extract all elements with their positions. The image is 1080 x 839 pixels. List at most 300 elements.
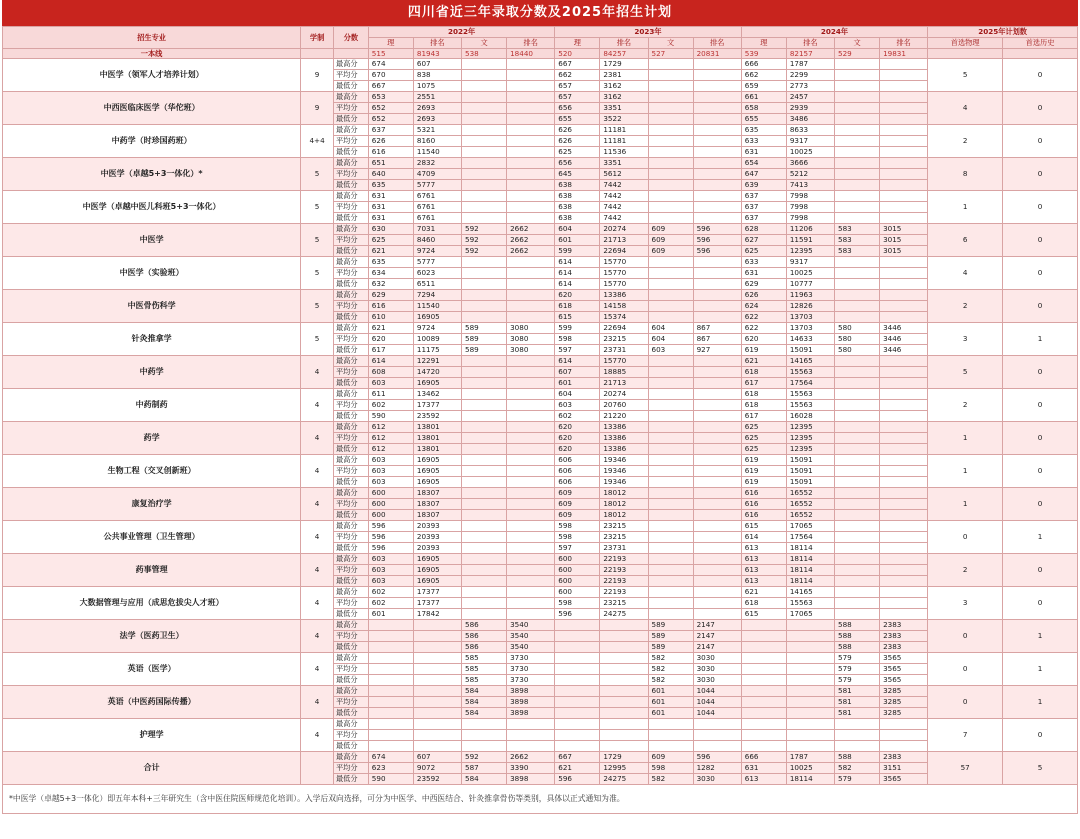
score-cell: 24275 [600, 774, 648, 785]
score-cell [648, 59, 693, 70]
score-cell: 13703 [786, 323, 834, 334]
score-cell [693, 499, 741, 510]
score-cell: 615 [741, 521, 786, 532]
score-cell [507, 191, 555, 202]
score-cell [880, 510, 928, 521]
score-cell: 625 [741, 422, 786, 433]
score-cell: 7998 [786, 213, 834, 224]
score-cell: 601 [648, 686, 693, 697]
score-label: 最低分 [333, 708, 368, 719]
score-cell: 630 [368, 224, 413, 235]
total-group [3, 752, 1078, 785]
baseline-cell: 527 [648, 49, 693, 59]
major-duration: 4 [301, 356, 334, 389]
score-label: 平均分 [333, 730, 368, 741]
score-cell: 9317 [786, 257, 834, 268]
score-cell: 625 [741, 246, 786, 257]
major-group [3, 125, 1078, 158]
score-row [3, 92, 1078, 103]
score-cell [368, 697, 413, 708]
baseline-label: 一本线 [3, 49, 301, 59]
score-cell [648, 158, 693, 169]
score-cell [648, 543, 693, 554]
score-cell: 12395 [786, 422, 834, 433]
score-cell [648, 125, 693, 136]
score-cell: 3030 [693, 675, 741, 686]
score-cell [835, 466, 880, 477]
header-sub: 文 [648, 38, 693, 49]
score-cell: 3730 [507, 653, 555, 664]
score-label: 最高分 [333, 554, 368, 565]
score-cell: 3540 [507, 642, 555, 653]
score-cell [741, 741, 786, 752]
score-cell: 11536 [600, 147, 648, 158]
score-cell: 600 [368, 499, 413, 510]
major-duration [301, 752, 334, 785]
score-cell: 2662 [507, 224, 555, 235]
score-cell: 15770 [600, 356, 648, 367]
header-sub: 排名 [880, 38, 928, 49]
score-cell: 667 [555, 59, 600, 70]
score-cell: 16028 [786, 411, 834, 422]
score-cell [462, 312, 507, 323]
major-group [3, 587, 1078, 620]
score-cell [835, 202, 880, 213]
major-name: 中医骨伤科学 [3, 290, 301, 323]
score-cell: 7442 [600, 191, 648, 202]
score-label: 平均分 [333, 202, 368, 213]
score-cell: 652 [368, 114, 413, 125]
score-cell [693, 532, 741, 543]
score-cell: 588 [835, 631, 880, 642]
score-cell [413, 730, 461, 741]
score-label: 平均分 [333, 169, 368, 180]
plan-physics: 4 [928, 257, 1003, 290]
score-cell: 584 [462, 708, 507, 719]
header-sub: 排名 [693, 38, 741, 49]
plan-history: 0 [1003, 224, 1078, 257]
score-cell: 14633 [786, 334, 834, 345]
major-group [3, 158, 1078, 191]
score-label: 最低分 [333, 180, 368, 191]
score-cell: 11181 [600, 136, 648, 147]
score-cell [786, 642, 834, 653]
score-cell [880, 356, 928, 367]
score-cell [507, 367, 555, 378]
score-cell: 616 [741, 499, 786, 510]
score-cell: 602 [555, 411, 600, 422]
score-cell: 615 [555, 312, 600, 323]
score-cell: 3565 [880, 675, 928, 686]
score-cell [835, 521, 880, 532]
score-label: 最低分 [333, 477, 368, 488]
score-cell: 599 [555, 323, 600, 334]
score-cell [693, 279, 741, 290]
score-cell: 3565 [880, 653, 928, 664]
score-cell [835, 510, 880, 521]
score-label: 最低分 [333, 81, 368, 92]
score-cell: 625 [741, 433, 786, 444]
major-duration: 4 [301, 653, 334, 686]
score-cell [462, 103, 507, 114]
score-cell [507, 389, 555, 400]
score-cell: 625 [555, 147, 600, 158]
score-cell: 18012 [600, 499, 648, 510]
score-cell [693, 169, 741, 180]
score-cell [880, 169, 928, 180]
score-cell [413, 686, 461, 697]
plan-physics: 2 [928, 125, 1003, 158]
score-cell [880, 433, 928, 444]
score-cell: 598 [555, 334, 600, 345]
score-cell: 2383 [880, 631, 928, 642]
score-cell: 8460 [413, 235, 461, 246]
score-cell: 590 [368, 411, 413, 422]
score-cell [462, 609, 507, 620]
score-cell [555, 708, 600, 719]
plan-physics: 7 [928, 719, 1003, 752]
score-label: 最低分 [333, 675, 368, 686]
score-cell [693, 477, 741, 488]
score-cell [507, 169, 555, 180]
major-duration: 4 [301, 422, 334, 455]
score-cell [835, 114, 880, 125]
score-cell: 22193 [600, 576, 648, 587]
score-label: 最高分 [333, 257, 368, 268]
major-duration: 9 [301, 59, 334, 92]
baseline-empty [928, 49, 1003, 59]
score-cell [786, 708, 834, 719]
score-cell [462, 367, 507, 378]
score-cell: 659 [741, 81, 786, 92]
score-cell: 620 [368, 334, 413, 345]
score-cell: 601 [368, 609, 413, 620]
major-name: 中医学（实验班） [3, 257, 301, 290]
score-cell [693, 510, 741, 521]
plan-physics: 1 [928, 455, 1003, 488]
score-cell [368, 664, 413, 675]
major-duration: 5 [301, 158, 334, 191]
score-cell [648, 499, 693, 510]
score-cell: 16905 [413, 455, 461, 466]
score-cell [600, 697, 648, 708]
score-cell: 23215 [600, 521, 648, 532]
score-cell [693, 521, 741, 532]
score-cell: 666 [741, 59, 786, 70]
score-cell [880, 422, 928, 433]
score-cell: 613 [741, 774, 786, 785]
major-duration: 4 [301, 719, 334, 752]
score-cell: 622 [741, 323, 786, 334]
header-plan: 2025年计划数 [928, 27, 1078, 38]
score-cell [368, 631, 413, 642]
score-cell: 637 [368, 125, 413, 136]
score-cell [693, 125, 741, 136]
score-cell: 17377 [413, 587, 461, 598]
score-cell: 2457 [786, 92, 834, 103]
score-cell [880, 290, 928, 301]
score-cell [693, 136, 741, 147]
score-cell [555, 653, 600, 664]
score-cell: 16905 [413, 477, 461, 488]
score-cell [648, 587, 693, 598]
score-cell: 19346 [600, 455, 648, 466]
score-cell: 15563 [786, 400, 834, 411]
score-cell: 612 [368, 433, 413, 444]
score-cell [507, 312, 555, 323]
score-cell [507, 411, 555, 422]
plan-physics: 1 [928, 488, 1003, 521]
score-cell: 13386 [600, 433, 648, 444]
score-cell: 601 [648, 708, 693, 719]
score-cell: 16905 [413, 312, 461, 323]
score-cell: 582 [648, 675, 693, 686]
score-cell [368, 730, 413, 741]
score-cell: 17564 [786, 378, 834, 389]
score-label: 平均分 [333, 763, 368, 774]
baseline-cell: 539 [741, 49, 786, 59]
major-group [3, 257, 1078, 290]
major-duration: 4 [301, 389, 334, 422]
score-cell: 23215 [600, 532, 648, 543]
score-cell [413, 708, 461, 719]
score-cell: 587 [462, 763, 507, 774]
score-cell [835, 158, 880, 169]
major-group [3, 422, 1078, 455]
score-cell: 1787 [786, 59, 834, 70]
score-cell: 13801 [413, 444, 461, 455]
score-cell: 603 [368, 378, 413, 389]
score-cell: 625 [368, 235, 413, 246]
score-cell: 637 [741, 213, 786, 224]
score-cell: 7442 [600, 202, 648, 213]
score-cell: 609 [648, 246, 693, 257]
score-label: 最低分 [333, 411, 368, 422]
plan-physics: 2 [928, 389, 1003, 422]
score-cell: 655 [741, 114, 786, 125]
score-label: 平均分 [333, 565, 368, 576]
score-label: 最高分 [333, 653, 368, 664]
score-cell: 631 [368, 213, 413, 224]
score-cell [693, 378, 741, 389]
score-cell: 653 [368, 92, 413, 103]
score-label: 最高分 [333, 488, 368, 499]
score-cell: 620 [555, 290, 600, 301]
score-cell [462, 389, 507, 400]
score-cell [693, 389, 741, 400]
score-cell [507, 92, 555, 103]
score-cell: 620 [555, 444, 600, 455]
score-cell: 603 [368, 455, 413, 466]
score-cell: 10025 [786, 268, 834, 279]
header-sub: 文 [835, 38, 880, 49]
score-cell [462, 719, 507, 730]
major-group [3, 686, 1078, 719]
score-cell: 5212 [786, 169, 834, 180]
score-cell [693, 103, 741, 114]
major-group [3, 521, 1078, 554]
major-group [3, 224, 1078, 257]
score-cell [507, 587, 555, 598]
score-cell: 674 [368, 752, 413, 763]
score-label: 平均分 [333, 268, 368, 279]
score-cell [507, 59, 555, 70]
score-label: 最高分 [333, 422, 368, 433]
major-group [3, 356, 1078, 389]
score-cell: 606 [555, 466, 600, 477]
major-duration: 4 [301, 455, 334, 488]
score-label: 平均分 [333, 301, 368, 312]
score-cell: 615 [741, 609, 786, 620]
score-cell: 596 [555, 774, 600, 785]
score-cell [835, 268, 880, 279]
score-cell [462, 356, 507, 367]
score-cell: 16905 [413, 466, 461, 477]
score-cell: 616 [368, 147, 413, 158]
score-cell: 579 [835, 653, 880, 664]
score-cell: 657 [555, 81, 600, 92]
plan-history: 0 [1003, 59, 1078, 92]
score-cell [413, 675, 461, 686]
score-cell [648, 268, 693, 279]
score-cell [880, 92, 928, 103]
score-cell [507, 279, 555, 290]
score-cell [462, 488, 507, 499]
score-cell [835, 719, 880, 730]
score-cell: 613 [741, 576, 786, 587]
score-cell [507, 444, 555, 455]
score-cell: 585 [462, 664, 507, 675]
score-label: 平均分 [333, 466, 368, 477]
score-cell: 657 [555, 92, 600, 103]
score-cell: 3565 [880, 664, 928, 675]
score-cell: 618 [741, 598, 786, 609]
score-row [3, 356, 1078, 367]
score-cell [786, 730, 834, 741]
plan-physics: 8 [928, 158, 1003, 191]
score-cell: 620 [741, 334, 786, 345]
score-cell [462, 81, 507, 92]
score-cell: 3351 [600, 103, 648, 114]
score-cell [835, 59, 880, 70]
score-cell [648, 301, 693, 312]
major-name: 针灸推拿学 [3, 323, 301, 356]
score-cell: 586 [462, 642, 507, 653]
score-label: 平均分 [333, 532, 368, 543]
score-cell: 614 [555, 356, 600, 367]
footnote: *中医学（卓越5+3一体化）即五年本科+三年研究生（含中医住院医师规范化培训）。入学后双向选择，可分为中医学、中西医结合、针灸推拿骨伤等类别，具体以正式通知为准。 [3, 785, 1078, 814]
score-cell: 614 [555, 257, 600, 268]
score-cell [507, 543, 555, 554]
score-cell [600, 664, 648, 675]
score-cell [462, 191, 507, 202]
score-cell: 2383 [880, 642, 928, 653]
score-cell: 4709 [413, 169, 461, 180]
score-cell: 604 [648, 323, 693, 334]
score-cell: 631 [741, 147, 786, 158]
score-cell: 2939 [786, 103, 834, 114]
score-cell: 23592 [413, 411, 461, 422]
score-cell [648, 554, 693, 565]
score-cell: 627 [741, 235, 786, 246]
major-duration: 4 [301, 554, 334, 587]
score-cell [507, 257, 555, 268]
score-cell: 10777 [786, 279, 834, 290]
score-cell: 612 [368, 444, 413, 455]
score-cell [880, 719, 928, 730]
score-label: 最低分 [333, 510, 368, 521]
score-cell: 637 [741, 191, 786, 202]
score-cell [835, 169, 880, 180]
score-cell: 15563 [786, 367, 834, 378]
score-cell [462, 741, 507, 752]
score-label: 平均分 [333, 103, 368, 114]
baseline-cell: 515 [368, 49, 413, 59]
score-cell [880, 499, 928, 510]
score-cell [648, 378, 693, 389]
score-cell [648, 741, 693, 752]
score-cell: 23731 [600, 543, 648, 554]
major-name: 中药学 [3, 356, 301, 389]
score-cell [648, 81, 693, 92]
score-cell [462, 301, 507, 312]
score-cell: 1075 [413, 81, 461, 92]
score-cell [880, 191, 928, 202]
score-cell: 592 [462, 752, 507, 763]
score-cell [507, 510, 555, 521]
score-cell: 632 [368, 279, 413, 290]
score-cell: 618 [741, 389, 786, 400]
score-cell: 633 [741, 257, 786, 268]
score-cell: 670 [368, 70, 413, 81]
header-year-2024: 2024年 [741, 27, 927, 38]
score-cell: 11206 [786, 224, 834, 235]
plan-history: 0 [1003, 92, 1078, 125]
score-cell: 6023 [413, 268, 461, 279]
plan-physics: 6 [928, 224, 1003, 257]
major-duration: 4+4 [301, 125, 334, 158]
score-cell: 607 [413, 59, 461, 70]
score-cell: 20393 [413, 543, 461, 554]
score-cell: 18114 [786, 554, 834, 565]
score-cell [835, 279, 880, 290]
score-cell [880, 730, 928, 741]
major-name: 中医学 [3, 224, 301, 257]
score-cell: 589 [462, 345, 507, 356]
major-duration: 5 [301, 290, 334, 323]
score-cell: 619 [741, 477, 786, 488]
score-cell: 18307 [413, 510, 461, 521]
score-cell [741, 730, 786, 741]
score-cell [741, 697, 786, 708]
score-cell [413, 631, 461, 642]
score-cell [462, 576, 507, 587]
score-cell: 618 [741, 367, 786, 378]
score-cell [507, 488, 555, 499]
score-cell: 623 [368, 763, 413, 774]
score-row [3, 224, 1078, 235]
score-cell [835, 378, 880, 389]
score-cell [555, 664, 600, 675]
score-cell: 600 [555, 554, 600, 565]
score-cell: 602 [368, 598, 413, 609]
score-cell: 622 [741, 312, 786, 323]
header-sub: 理 [368, 38, 413, 49]
score-cell [693, 466, 741, 477]
score-cell [880, 257, 928, 268]
score-cell: 610 [368, 312, 413, 323]
score-cell [368, 719, 413, 730]
